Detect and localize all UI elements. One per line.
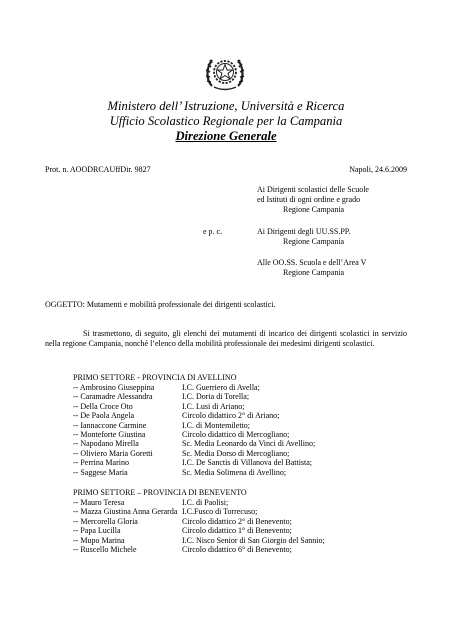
person-name: -- Oliviero Maria Goretti [73, 448, 153, 458]
list-item [73, 421, 315, 430]
person-name: -- Perrina Marino [73, 458, 129, 468]
list-item [73, 526, 325, 535]
list-item [73, 507, 325, 516]
person-name: -- Saggese Maria [73, 467, 128, 477]
school-name: Sc. Media Solimena di Avellino; [182, 467, 287, 477]
school-name: I.C. Guerriero di Avella; [182, 383, 260, 392]
list-item [73, 517, 325, 526]
person-name: -- Ambrosino Giuseppina [73, 383, 155, 392]
school-name: I.C. Lusi di Ariano; [182, 401, 245, 411]
list-item [73, 392, 315, 401]
school-name: Circolo didattico 2° di Benevento; [182, 516, 292, 526]
school-name: Circolo didattico 2° di Ariano; [182, 411, 280, 421]
list-item [73, 498, 325, 507]
person-name: -- De Paola Angela [73, 411, 135, 421]
list-item [73, 468, 315, 477]
assignment-list [73, 383, 315, 477]
body-paragraph-text: Si trasmettono, di seguito, gli elenchi dei mutamenti di incarico dei dirigenti scolastici in servizio nella regione Campania, nonché l’elenco della mobilità professionale dei medesimi dirigenti scolastici. [45, 329, 407, 348]
school-name: Circolo didattico di Mercogliano; [182, 430, 290, 440]
list-item [73, 402, 315, 411]
protocol-number: Prot. n. AOODRCAUffDir. 9827 [45, 165, 151, 174]
directorate-name: Direzione Generale [175, 129, 277, 143]
person-name: -- Napodano Mirella [73, 439, 139, 449]
epc-label: e p. c. [203, 227, 223, 236]
subject-line: OGGETTO: Mutamenti e mobilità professionale dei dirigenti scolastici. [45, 300, 276, 309]
person-name: -- Mupo Marina [73, 535, 125, 545]
person-name: -- Papa Lucilla [73, 526, 121, 536]
school-name: Sc. Media Dorso di Mercogliano; [182, 448, 290, 458]
school-name: I.C. Nisco Senior di San Giorgio del Sannio; [182, 535, 325, 545]
person-name: -- Mazza Giustina Anna Gerarda [73, 507, 178, 517]
body-paragraph [45, 329, 407, 349]
person-name: -- Ruscello Michele [73, 545, 137, 555]
recipient-line: Ai Dirigenti degli UU.SS.PP. [257, 227, 351, 236]
recipient-line: ed Istituti di ogni ordine e grado [257, 195, 361, 204]
person-name: -- Caramadre Alessandra [73, 392, 153, 402]
person-name: -- Monteforte Giustina [73, 430, 146, 440]
school-name: Circolo didattico 1° di Benevento; [182, 526, 292, 536]
office-name: Ufficio Scolastico Regionale per la Campania [109, 114, 343, 128]
school-name: I.C. De Sanctis di Villanova del Battista; [182, 458, 313, 468]
school-name: I.C. di Montemiletto; [182, 420, 250, 430]
list-item [73, 449, 315, 458]
recipient-line: Alle OO.SS. Scuola e dell’Area V [257, 258, 367, 267]
school-name: I.C.Fusco di Torrecuso; [182, 507, 258, 517]
section-title: PRIMO SETTORE – PROVINCIA DI BENEVENTO [73, 488, 247, 497]
list-item [73, 439, 315, 448]
list-item [73, 458, 315, 467]
list-item [73, 536, 325, 545]
place-date: Napoli, 24.6.2009 [349, 165, 407, 174]
assignment-list [73, 498, 325, 554]
recipient-line: Regione Campania [283, 205, 345, 214]
recipient-line: Regione Campania [283, 268, 345, 277]
school-name: Sc. Media Leonardo da Vinci di Avellino; [182, 439, 316, 449]
list-item [73, 545, 325, 554]
list-item [73, 430, 315, 439]
school-name: Circolo didattico 6° di Benevento; [182, 545, 292, 555]
section-title: PRIMO SETTORE - PROVINCIA DI AVELLINO [73, 373, 237, 382]
recipient-line: Regione Campania [283, 237, 345, 246]
person-name: -- Mauro Teresa [73, 498, 125, 507]
person-name: -- Mercorella Gloria [73, 516, 138, 526]
list-item [73, 383, 315, 392]
school-name: I.C. Doria di Torella; [182, 392, 250, 402]
person-name: -- Iannaccone Carmine [73, 420, 147, 430]
recipient-line: Ai Dirigenti scolastici delle Scuole [257, 185, 369, 194]
person-name: -- Della Croce Oto [73, 401, 133, 411]
republic-emblem-icon [202, 52, 248, 92]
list-item [73, 411, 315, 420]
ministry-name: Ministero dell’ Istruzione, Università e Ricerca [107, 99, 345, 113]
school-name: I.C. di Paolisi; [182, 498, 229, 507]
